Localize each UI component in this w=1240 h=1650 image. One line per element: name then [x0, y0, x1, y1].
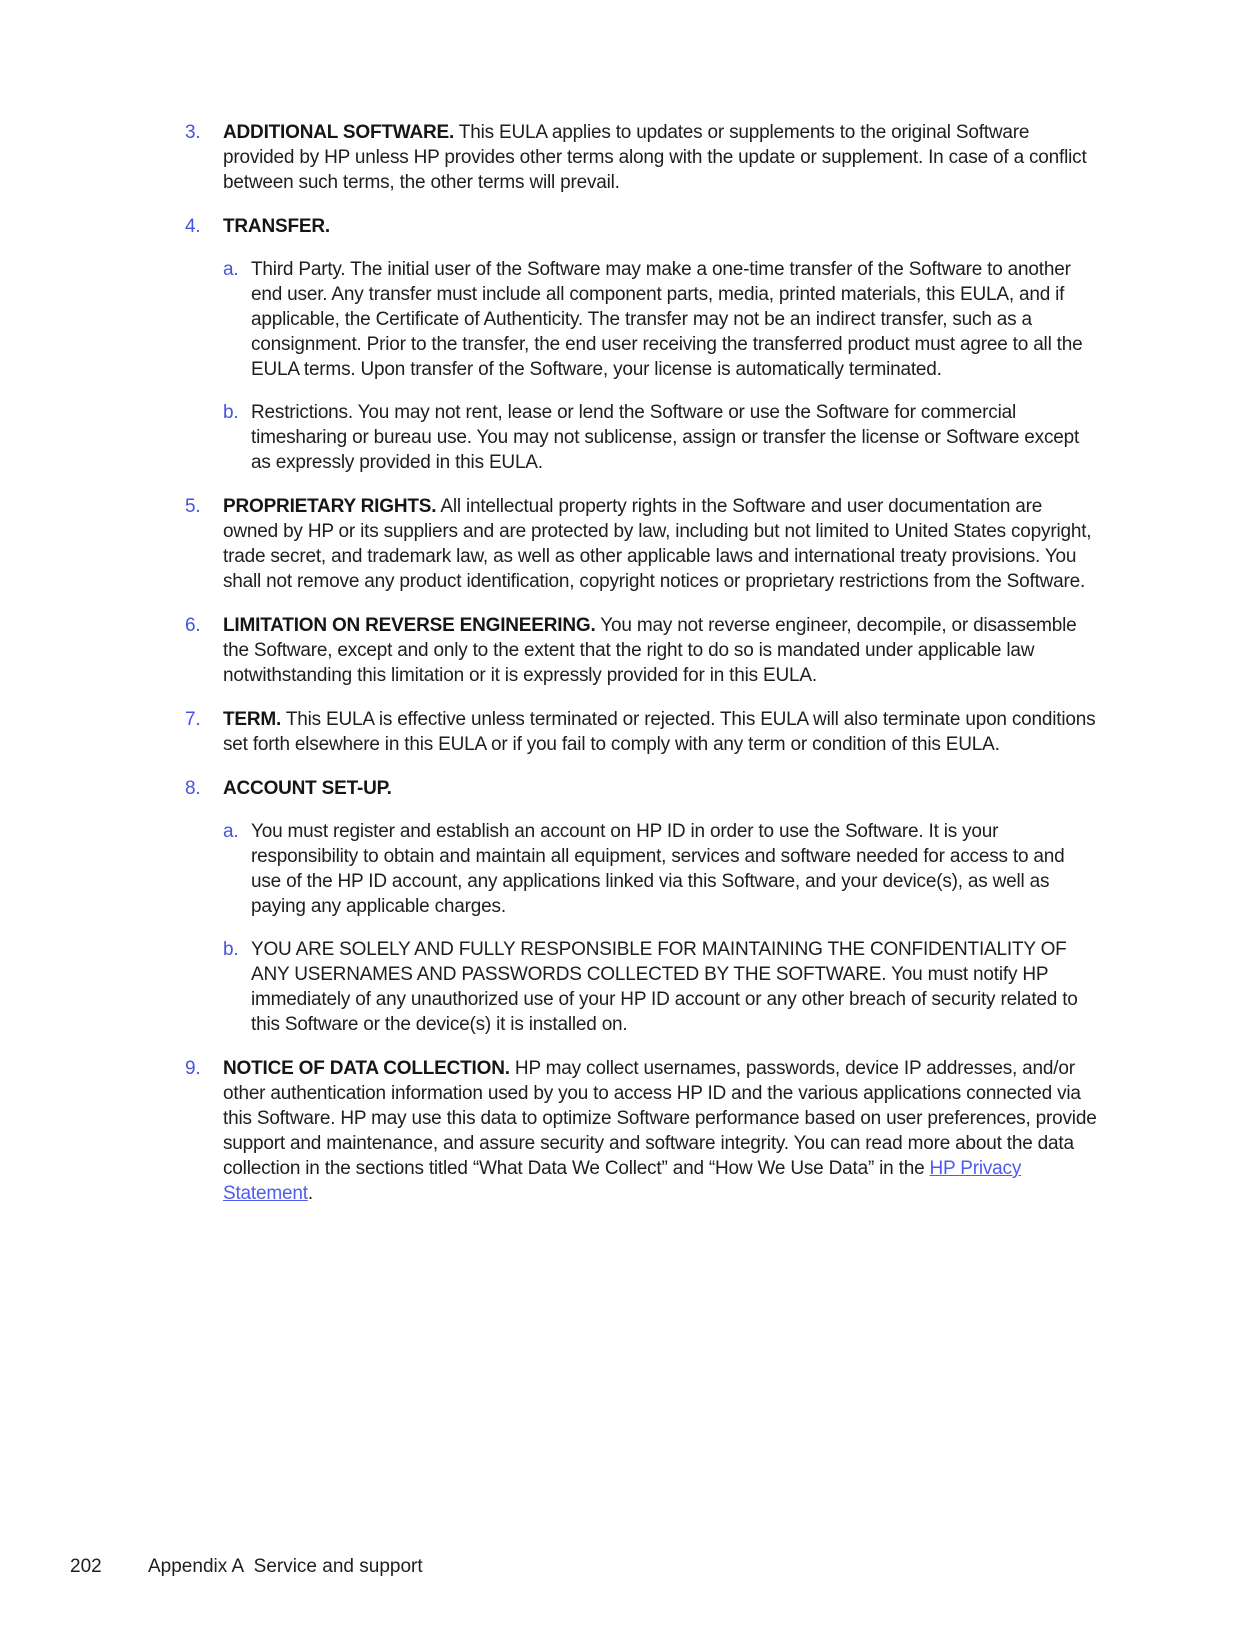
sub-item-body: Restrictions. You may not rent, lease or lend the Software or use the Software for commercial timesharing or bureau use. You may not sublicense, assign or transfer the license or Software except as expressly provided in this EULA.	[251, 402, 1080, 473]
item-number: 9.	[185, 1058, 201, 1079]
item-number: 5.	[185, 496, 201, 517]
sub-item-letter: a.	[223, 821, 239, 842]
list-item-4-transfer	[0, 214, 1240, 475]
item-text	[223, 1056, 1097, 1206]
item-number: 4.	[185, 216, 201, 237]
list-item-7-term	[0, 707, 1240, 757]
sub-item-body: Third Party. The initial user of the Software may make a one-time transfer of the Software to another end user. Any transfer must include all component parts, media, printed materials, this EULA, and if applicable, the Certificate of Authenticity. The transfer may not be an indirect transfer, such as a consignment. Prior to the transfer, the end user receiving the transferred product must agree to all the EULA terms. Upon transfer of the Software, your license is automatically terminated.	[251, 259, 1083, 380]
item-body: You may not reverse engineer, decompile, or disassemble the Software, except and only to the extent that the right to do so is mandated under applicable law notwithstanding this limitation or it is expressly provided for in this EULA.	[223, 615, 1077, 686]
item-body: All intellectual property rights in the Software and user documentation are owned by HP or its suppliers and are protected by law, including but not limited to United States copyright, trade secret, and trademark law, as well as other applicable laws and international treaty provisions. You shall not remove any product identification, copyright notices or proprietary restrictions from the Software.	[223, 496, 1092, 592]
item-heading: LIMITATION ON REVERSE ENGINEERING.	[223, 615, 596, 636]
sub-item-8b-confidentiality	[223, 937, 1097, 1037]
sub-item-body: YOU ARE SOLELY AND FULLY RESPONSIBLE FOR MAINTAINING THE CONFIDENTIALITY OF ANY USERNAMES AND PASSWORDS COLLECTED BY THE SOFTWARE. You must notify HP immediately of any unauthorized use of your HP ID account or any other breach of security related to this Software or the device(s) it is installed on.	[251, 939, 1078, 1035]
sub-item-letter: b.	[223, 939, 239, 960]
page-footer	[70, 1554, 423, 1579]
sub-item-4a-third-party	[223, 257, 1097, 382]
sub-item-body: You must register and establish an account on HP ID in order to use the Software. It is your responsibility to obtain and maintain all equipment, services and software needed for access to and use of the HP ID account, any applications linked via this Software, and your device(s), as well as paying any applicable charges.	[251, 821, 1065, 917]
item-body: This EULA is effective unless terminated or rejected. This EULA will also terminate upon conditions set forth elsewhere in this EULA or if you fail to comply with any term or condition of this EULA.	[223, 709, 1096, 755]
sub-item-letter: a.	[223, 259, 239, 280]
sub-item-8a-hp-id-registration	[223, 819, 1097, 919]
item-heading: ADDITIONAL SOFTWARE.	[223, 122, 455, 143]
item-number: 6.	[185, 615, 201, 636]
list-item-8-account-set-up	[0, 776, 1240, 1037]
item-text	[223, 776, 1097, 1037]
item-heading: TERM.	[223, 709, 282, 730]
list-item-9-notice-of-data-collection	[0, 1056, 1240, 1206]
item-number: 8.	[185, 778, 201, 799]
item-body-after-link: .	[307, 1183, 313, 1204]
item-number: 7.	[185, 709, 201, 730]
page-number: 202	[70, 1556, 102, 1577]
item-text	[223, 613, 1097, 688]
list-item-6-limitation-reverse-engineering	[0, 613, 1240, 688]
item-body: HP may collect usernames, passwords, device IP addresses, and/or other authentication information used by you to access HP ID and the various applications connected via this Software. HP may use this data to optimize Software performance based on user preferences, provide support and maintenance, and assure security and software integrity. You can read more about the data collection in the sections titled “What Data We Collect” and “How We Use Data” in the	[223, 1058, 1097, 1179]
item-heading: ACCOUNT SET-UP.	[223, 778, 392, 799]
item-heading: NOTICE OF DATA COLLECTION.	[223, 1058, 510, 1079]
item-text	[223, 120, 1097, 195]
footer-appendix-label: Appendix A Service and support	[148, 1556, 423, 1577]
sub-item-4b-restrictions	[223, 400, 1097, 475]
item-heading: TRANSFER.	[223, 216, 330, 237]
hp-privacy-statement-link[interactable]: HP Privacy Statement	[223, 1158, 1022, 1204]
item-text	[223, 707, 1097, 757]
item-text	[223, 214, 1097, 475]
sub-item-letter: b.	[223, 402, 239, 423]
list-item-5-proprietary-rights	[0, 494, 1240, 594]
list-item-3-additional-software	[0, 120, 1240, 195]
item-body: This EULA applies to updates or supplements to the original Software provided by HP unless HP provides other terms along with the update or supplement. In case of a conflict between such terms, the other terms will prevail.	[223, 122, 1087, 193]
item-number: 3.	[185, 122, 201, 143]
item-heading: PROPRIETARY RIGHTS.	[223, 496, 437, 517]
item-text	[223, 494, 1097, 594]
eula-section-list	[0, 120, 1240, 1206]
